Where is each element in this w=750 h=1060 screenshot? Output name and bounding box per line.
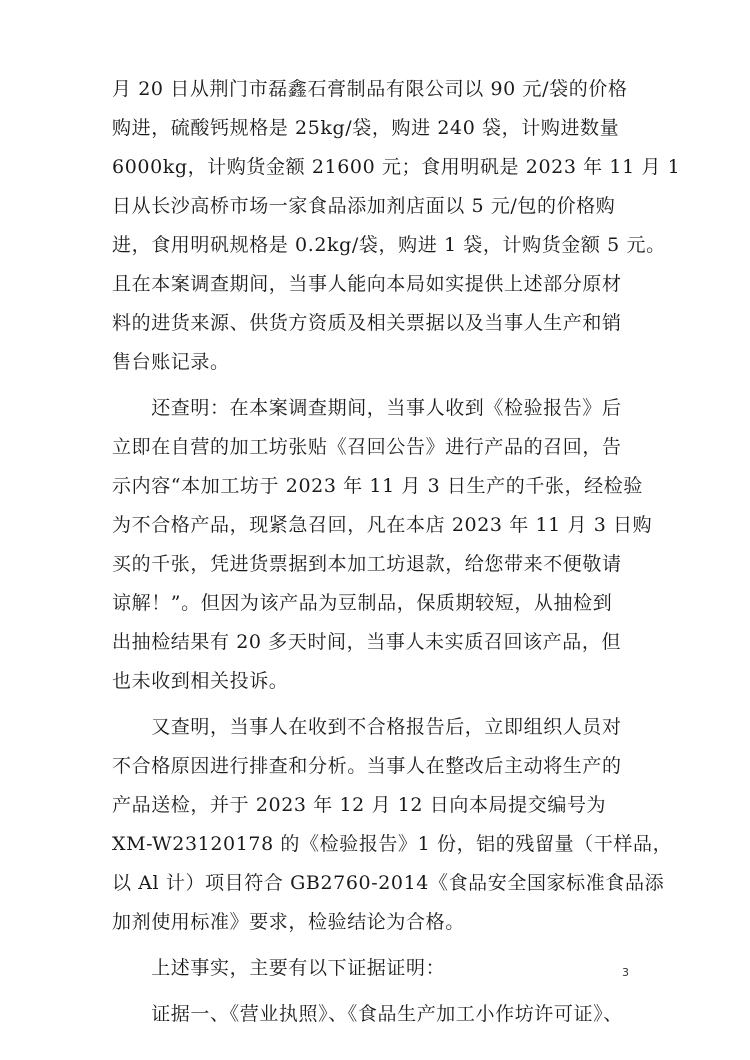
paragraph-rectification [112, 708, 673, 942]
text-line: 为不合格产品，现紧急召回，凡在本店 2023 年 11 月 3 日购 [112, 514, 653, 536]
text-line: 6000kg，计购货金额 21600 元；食用明矾是 2023 年 11 月 1 [112, 156, 681, 178]
text-line: 且在本案调查期间，当事人能向本局如实提供上述部分原材 [112, 273, 622, 295]
text-line: 买的千张，凭进货票据到本加工坊退款，给您带来不便敬请 [112, 553, 622, 575]
text-line: 出抽检结果有 20 多天时间，当事人未实质召回该产品，但 [112, 631, 622, 653]
paragraph-recall [112, 389, 653, 701]
paragraph-purchase-records [112, 70, 681, 382]
text-line: 月 20 日从荆门市磊鑫石膏制品有限公司以 90 元/袋的价格 [112, 78, 628, 100]
text-line: 还查明：在本案调查期间，当事人收到《检验报告》后 [112, 397, 622, 419]
paragraph-evidence-one [112, 995, 632, 1034]
text-line: 上述事实，主要有以下证据证明： [112, 957, 446, 979]
paragraph-evidence-intro [112, 949, 632, 988]
text-line: 售台账记录。 [112, 351, 230, 373]
text-line: 以 Al 计）项目符合 GB2760-2014《食品安全国家标准食品添 [112, 872, 665, 894]
paragraph-gap [112, 382, 632, 389]
paragraph-gap [112, 701, 632, 708]
text-line: 加剂使用标准》要求，检验结论为合格。 [112, 911, 465, 933]
page-number: 3 [622, 966, 629, 979]
paragraph-gap [112, 988, 632, 995]
text-line: 产品送检，并于 2023 年 12 月 12 日向本局提交编号为 [112, 794, 607, 816]
paragraph-gap [112, 942, 632, 949]
text-line: XM-W23120178 的《检验报告》1 份，铝的残留量（干样品， [112, 833, 673, 855]
text-line: 进，食用明矾规格是 0.2kg/袋，购进 1 袋，计购货金额 5 元。 [112, 234, 666, 256]
text-line: 谅解！”。但因为该产品为豆制品，保质期较短，从抽检到 [112, 592, 613, 614]
text-line: 料的进货来源、供货方资质及相关票据以及当事人生产和销 [112, 312, 622, 334]
body-text [112, 70, 681, 1034]
text-line: 日从长沙高桥市场一家食品添加剂店面以 5 元/包的价格购 [112, 195, 616, 217]
text-line: 示内容“本加工坊于 2023 年 11 月 3 日生产的千张，经检验 [112, 475, 643, 497]
text-line: 也未收到相关投诉。 [112, 670, 289, 692]
text-line: 又查明，当事人在收到不合格报告后，立即组织人员对 [112, 716, 622, 738]
text-line: 证据一、《营业执照》、《食品生产加工小作坊许可证》、 [112, 1003, 623, 1025]
text-line: 立即在自营的加工坊张贴《召回公告》进行产品的召回，告 [112, 436, 622, 458]
text-line: 不合格原因进行排查和分析。当事人在整改后主动将生产的 [112, 755, 622, 777]
text-line: 购进，硫酸钙规格是 25kg/袋，购进 240 袋，计购进数量 [112, 117, 620, 139]
